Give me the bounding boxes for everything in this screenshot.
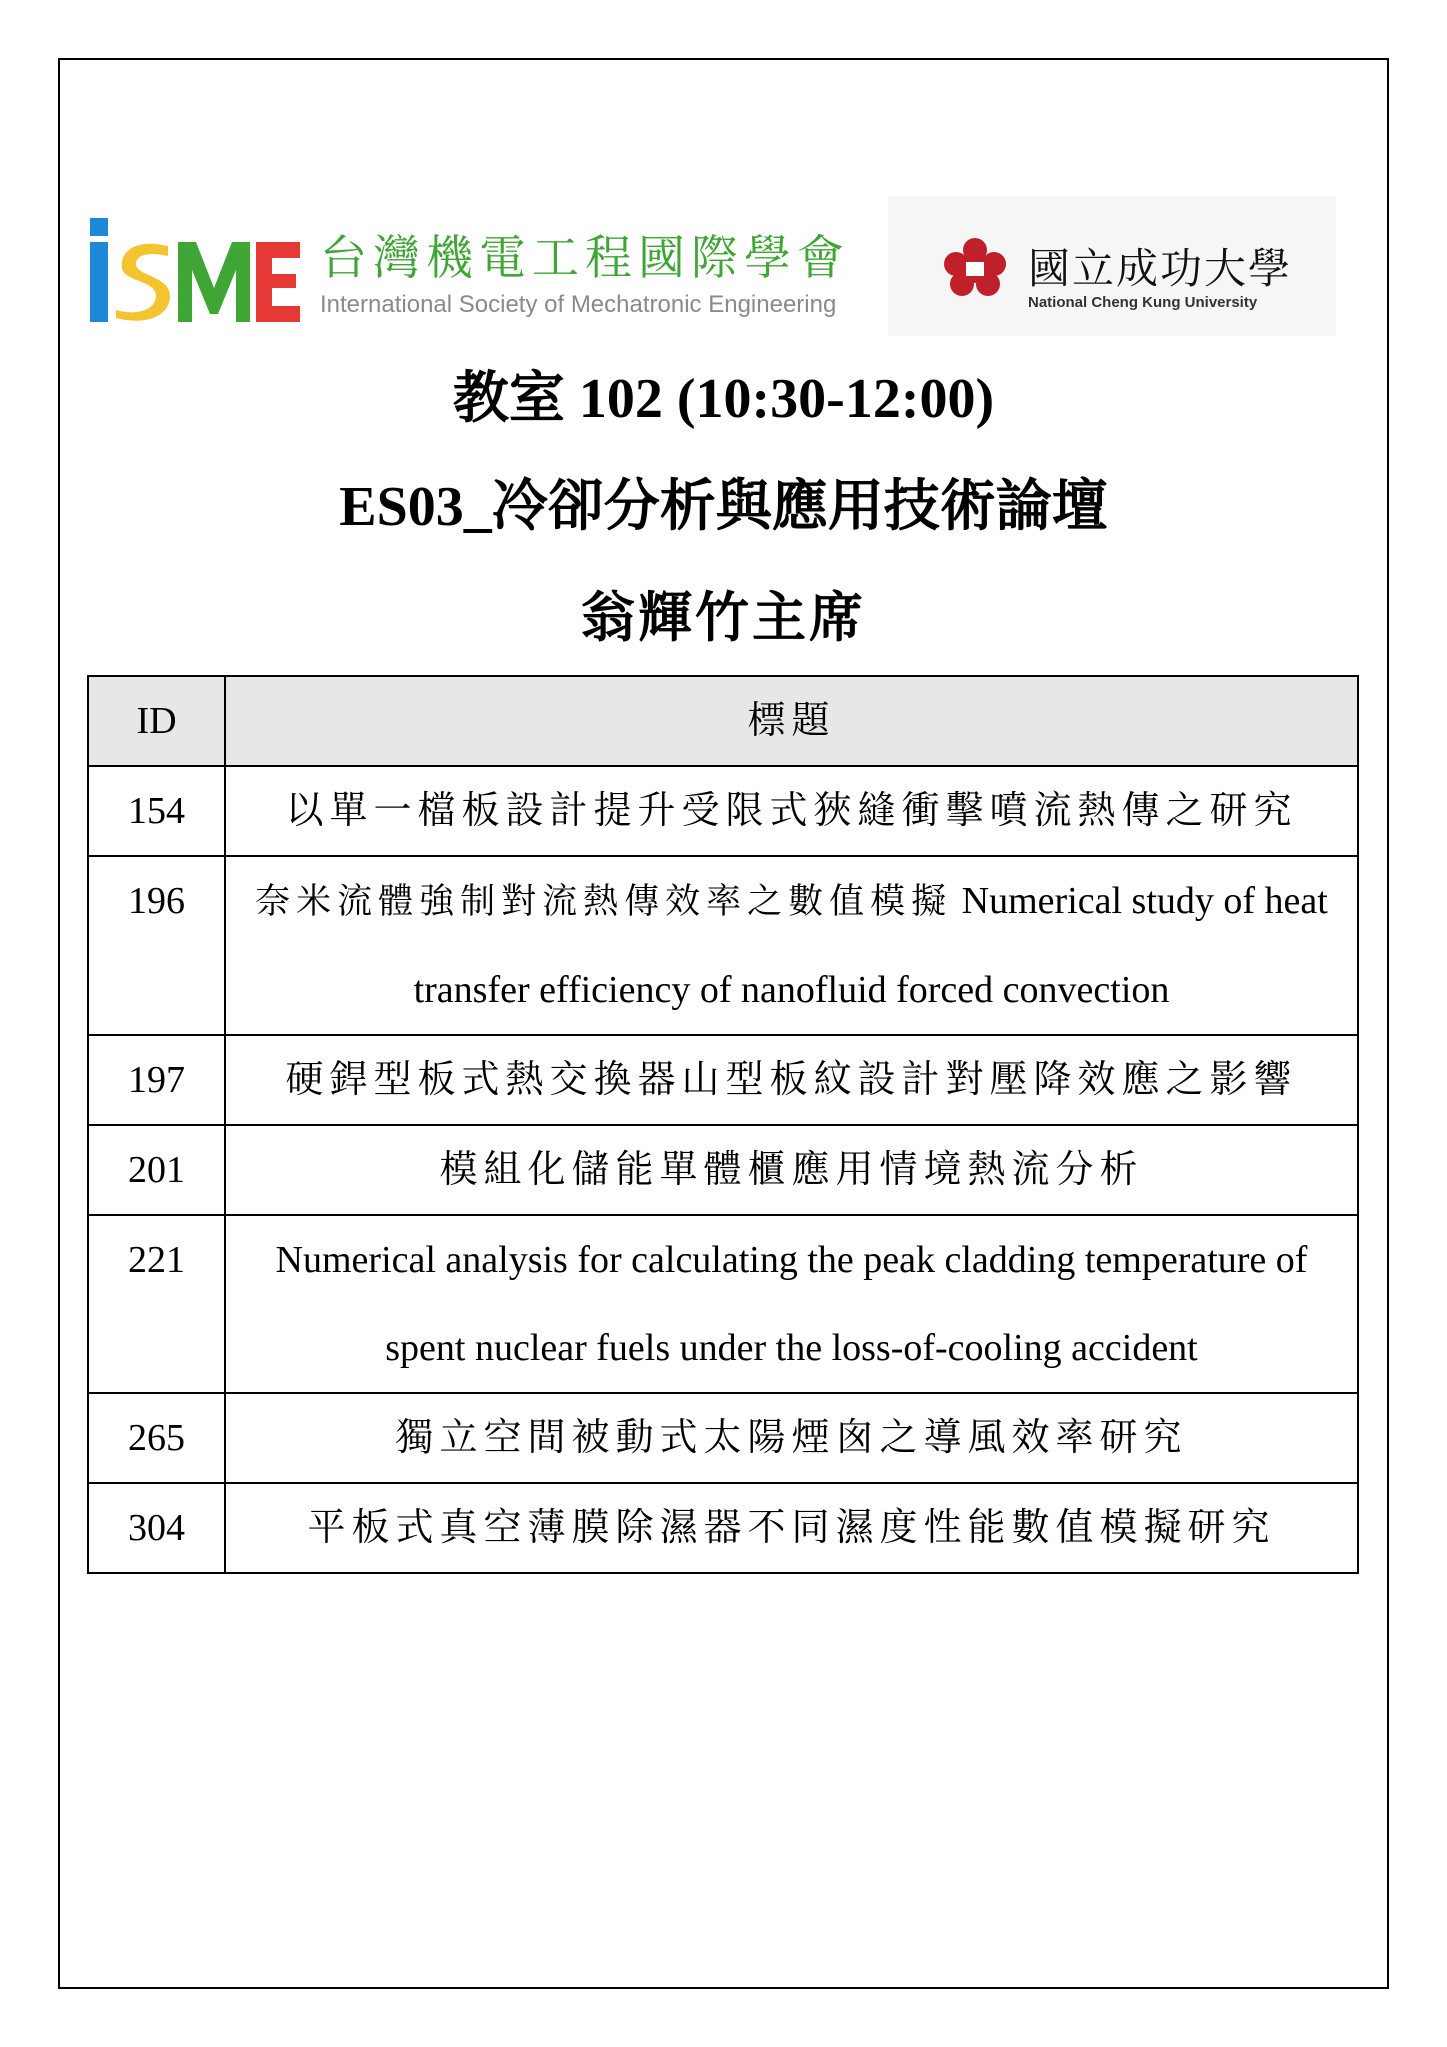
paper-id: 265	[88, 1393, 225, 1483]
ncku-seal-icon	[942, 236, 1008, 306]
logo-strip	[86, 196, 1346, 336]
ncku-name-zh: 國立成功大學	[1028, 244, 1293, 293]
paper-title: 硬銲型板式熱交換器山型板紋設計對壓降效應之影響	[225, 1035, 1358, 1125]
paper-id: 196	[88, 856, 225, 1035]
ncku-name-en: National Cheng Kung University	[1028, 294, 1258, 311]
isme-logo	[86, 218, 301, 322]
paper-title: 平板式真空薄膜除濕器不同濕度性能數值模擬研究	[225, 1483, 1358, 1573]
papers-table	[87, 675, 1359, 1574]
paper-id: 304	[88, 1483, 225, 1573]
paper-title: Numerical analysis for calculating the peak cladding temperature of spent nuclear fuels under the loss-of-cooling accident	[225, 1215, 1358, 1393]
chair-heading: 翁輝竹主席	[581, 585, 866, 649]
paper-id: 221	[88, 1215, 225, 1393]
header-title: 標題	[225, 676, 1358, 766]
table-row	[88, 766, 1358, 856]
session-heading: ES03_冷卻分析與應用技術論壇	[339, 476, 1108, 538]
paper-id: 197	[88, 1035, 225, 1125]
room-heading: 教室 102 (10:30-12:00)	[452, 368, 995, 430]
table-row	[88, 1483, 1358, 1573]
paper-title-zh: 奈米流體強制對流熱傳效率之數值模擬	[255, 882, 953, 922]
table-header-row	[88, 676, 1358, 766]
table-row	[88, 1393, 1358, 1483]
paper-title: 獨立空間被動式太陽煙囪之導風效率研究	[225, 1393, 1358, 1483]
ncku-logo	[888, 196, 1336, 336]
paper-id: 154	[88, 766, 225, 856]
table-row	[88, 856, 1358, 1035]
table-row	[88, 1035, 1358, 1125]
isme-name-en: International Society of Mechatronic Engineering	[320, 291, 837, 318]
header-id: ID	[88, 676, 225, 766]
paper-title-en: Numerical study of heat transfer efficiency of nanofluid forced convection	[413, 880, 1328, 1011]
paper-id: 201	[88, 1125, 225, 1215]
paper-title: 模組化儲能單體櫃應用情境熱流分析	[225, 1125, 1358, 1215]
table-row	[88, 1215, 1358, 1393]
isme-name-zh: 台灣機電工程國際學會	[320, 231, 850, 286]
paper-title	[225, 856, 1358, 1035]
table-row	[88, 1125, 1358, 1215]
paper-title: 以單一檔板設計提升受限式狹縫衝擊噴流熱傳之研究	[225, 766, 1358, 856]
